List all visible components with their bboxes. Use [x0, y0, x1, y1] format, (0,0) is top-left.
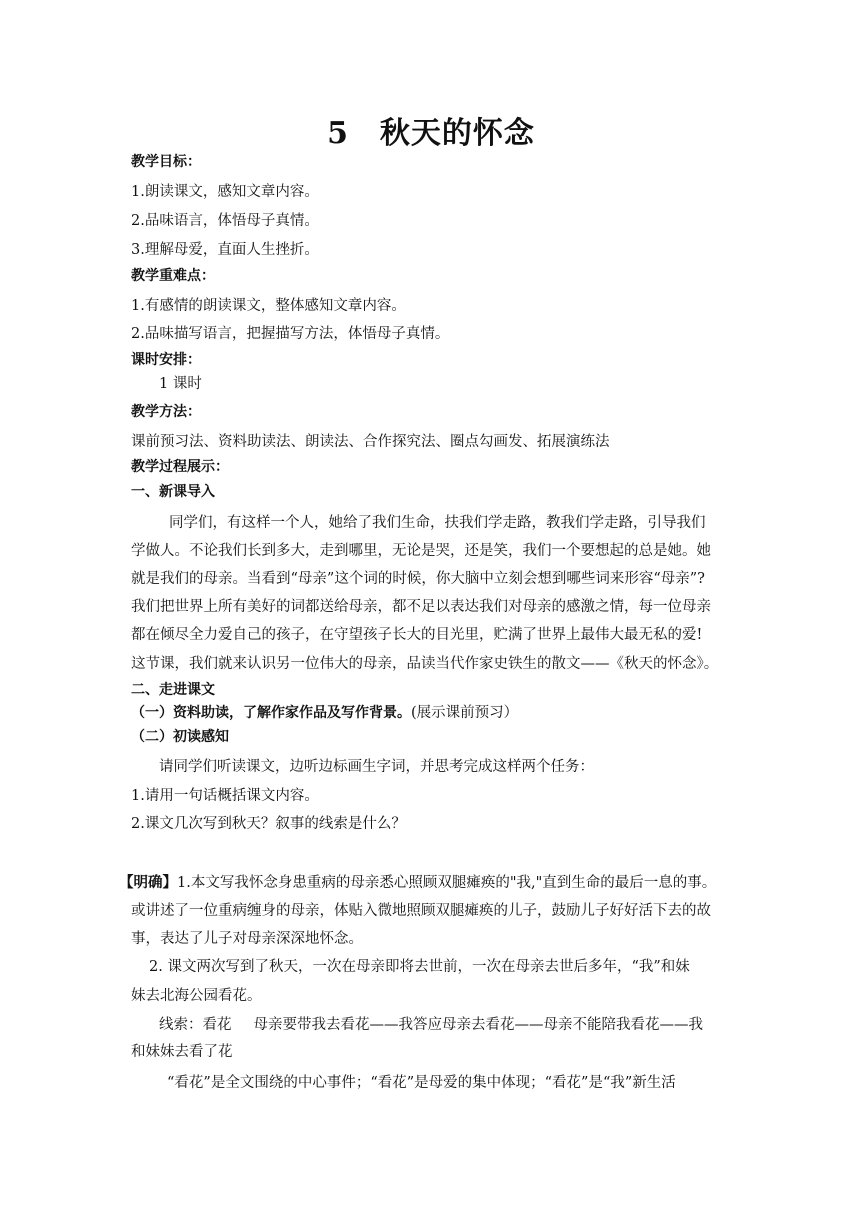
reading-instruction: 请同学们听读课文，边听边标画生字词，并思考完成这样两个任务： [159, 759, 594, 775]
subsection-1-title: （一）资料助读，了解作家作品及写作背景。 [131, 705, 411, 721]
method-heading: 教学方法： [131, 404, 201, 420]
part1-heading: 一、新课导入 [131, 484, 215, 500]
goal-item: 1.朗读课文，感知文章内容。 [131, 184, 319, 200]
key-point-item: 2.品味描写语言，把握描写方法，体悟母子真情。 [131, 326, 450, 342]
schedule-heading: 课时安排： [131, 352, 201, 368]
intro-paragraph-line: 都在倾尽全力爱自己的孩子，在守望孩子长大的目光里，贮满了世界上最伟大最无私的爱! [131, 627, 703, 643]
answer-2-line: 2. 课文两次写到了秋天，一次在母亲即将去世前，一次在母亲去世后多年，“我”和妹 [149, 959, 690, 975]
answer-line: 或讲述了一位重病缠身的母亲，体贴入微地照顾双腿瘫痪的儿子，鼓励儿子好好活下去的故 [131, 903, 711, 919]
key-points-heading: 教学重难点： [131, 268, 215, 284]
clue-line [159, 1015, 703, 1035]
task-item: 1.请用一句话概括课文内容。 [131, 788, 319, 804]
intro-paragraph-line: 同学们，有这样一个人，她给了我们生命，扶我们学走路，教我们学走路，引导我们 [169, 515, 706, 531]
goal-item: 2.品味语言，体悟母子真情。 [131, 213, 319, 229]
clue-text: 母亲要带我去看花——我答应母亲去看花——母亲不能陪我看花——我 [253, 1017, 703, 1033]
subsection-2-title: （二）初读感知 [131, 729, 229, 745]
answer-2-line: 妹去北海公园看花。 [131, 988, 262, 1004]
clue-continuation: 和妹妹去看了花 [131, 1044, 233, 1060]
intro-paragraph-line: 就是我们的母亲。当看到“母亲”这个词的时候，你大脑中立刻会想到哪些词来形容“母亲”? [131, 571, 705, 587]
subsection-1-note: (展示课前预习） [411, 705, 519, 721]
intro-paragraph-line: 我们把世界上所有美好的词都送给母亲，都不足以表达我们对母亲的感激之情，每一位母亲 [131, 599, 711, 615]
schedule-value: 1 课时 [159, 376, 202, 392]
task-item: 2.课文几次写到秋天？叙事的线索是什么？ [131, 816, 406, 832]
answer-line [119, 873, 716, 893]
answer-line: 事，表达了儿子对母亲深深地怀念。 [131, 931, 363, 947]
final-paragraph-line: “看花”是全文围绕的中心事件；“看花”是母爱的集中体现；“看花”是“我”新生活 [167, 1075, 676, 1091]
goals-heading: 教学目标： [131, 154, 201, 170]
answer-text: 1.本文写我怀念身患重病的母亲悉心照顾双腿瘫痪的"我,"直到生命的最后一息的事。 [177, 875, 717, 891]
page-title: 5 秋天的怀念 [327, 116, 535, 151]
intro-paragraph-line: 学做人。不论我们长到多大，走到哪里，无论是哭，还是笑，我们一个要想起的总是她。她 [131, 543, 711, 559]
answer-label: 【明确】 [119, 874, 177, 891]
process-heading: 教学过程展示： [131, 459, 229, 475]
method-value: 课前预习法、资料助读法、朗读法、合作探究法、圈点勾画发、拓展演练法 [131, 434, 610, 450]
key-point-item: 1.有感情的朗读课文，整体感知文章内容。 [131, 298, 406, 314]
subsection-1 [131, 703, 518, 723]
clue-label: 线索：看花 [159, 1017, 232, 1033]
part2-heading: 二、走进课文 [131, 682, 215, 698]
intro-paragraph-line: 这节课，我们就来认识另一位伟大的母亲，品读当代作家史铁生的散文——《秋天的怀念》。 [131, 656, 719, 672]
goal-item: 3.理解母爱，直面人生挫折。 [131, 242, 319, 258]
